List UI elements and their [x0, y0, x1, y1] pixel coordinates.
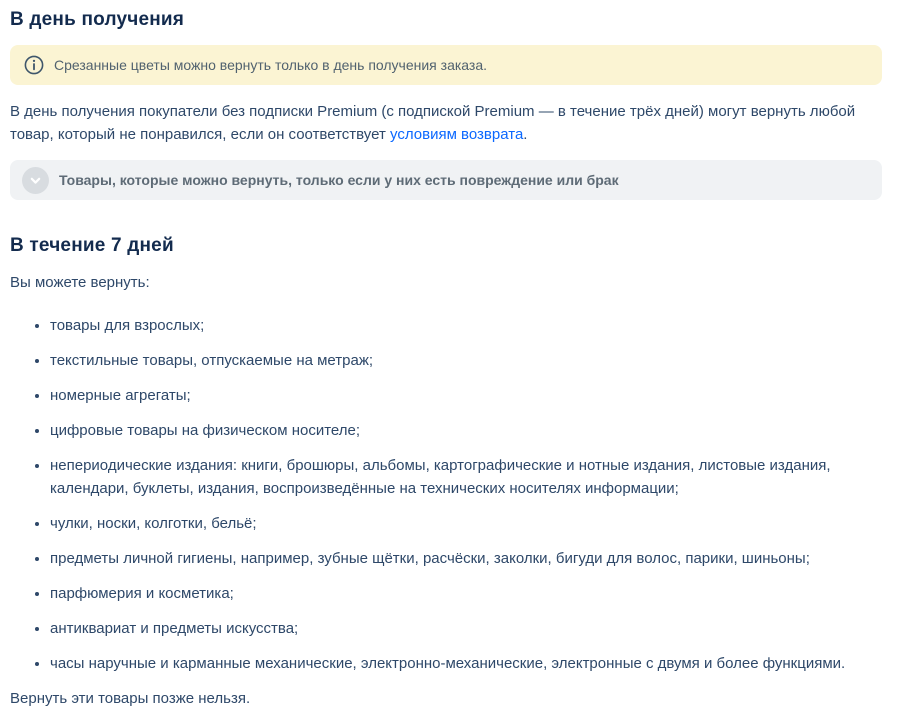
paragraph-text-start: В день получения покупатели без подписки Premium (с подпиской Premium — в течение трёх дней) могут вернуть любой товар, который не понравился, если он соответствует: [10, 103, 856, 143]
day-of-receipt-paragraph: [10, 100, 865, 146]
return-conditions-link[interactable]: условиям возврата: [390, 126, 524, 143]
paragraph-text-end: .: [523, 126, 528, 143]
info-banner: [10, 45, 882, 85]
returnable-goods-list: [10, 314, 903, 675]
list-item: • часы наручные и карманные механические, электронно-механические, электронные с двумя и более функциями.: [50, 652, 903, 675]
list-item: • предметы личной гигиены, например, зубные щётки, расчёски, заколки, бигуди для волос, парики, шиньоны;: [50, 547, 903, 570]
list-item: • парфюмерия и косметика;: [50, 582, 903, 605]
info-banner-text: Срезанные цветы можно вернуть только в день получения заказа.: [54, 57, 488, 73]
list-item: • чулки, носки, колготки, бельё;: [50, 512, 903, 535]
chevron-down-icon: [22, 167, 49, 194]
info-icon: [24, 55, 44, 75]
list-item: • товары для взрослых;: [50, 314, 903, 337]
list-item: • цифровые товары на физическом носителе;: [50, 419, 903, 442]
accordion-label: Товары, которые можно вернуть, только если у них есть повреждение или брак: [59, 172, 619, 188]
list-item: • антиквариат и предметы искусства;: [50, 617, 903, 640]
list-item: • номерные агрегаты;: [50, 384, 903, 407]
accordion-damaged-goods[interactable]: [10, 160, 882, 200]
list-item: • текстильные товары, отпускаемые на метраж;: [50, 349, 903, 372]
list-outro: Вернуть эти товары позже нельзя.: [10, 690, 251, 707]
list-intro: Вы можете вернуть:: [10, 274, 150, 291]
section-heading-within-7-days: В течение 7 дней: [10, 235, 174, 256]
section-heading-day-of-receipt: В день получения: [10, 9, 185, 30]
list-item: • непериодические издания: книги, брошюры, альбомы, картографические и нотные издания, листовые издания, календари, буклеты, издания, воспроизведённые на технических носителях информации;: [50, 454, 903, 500]
